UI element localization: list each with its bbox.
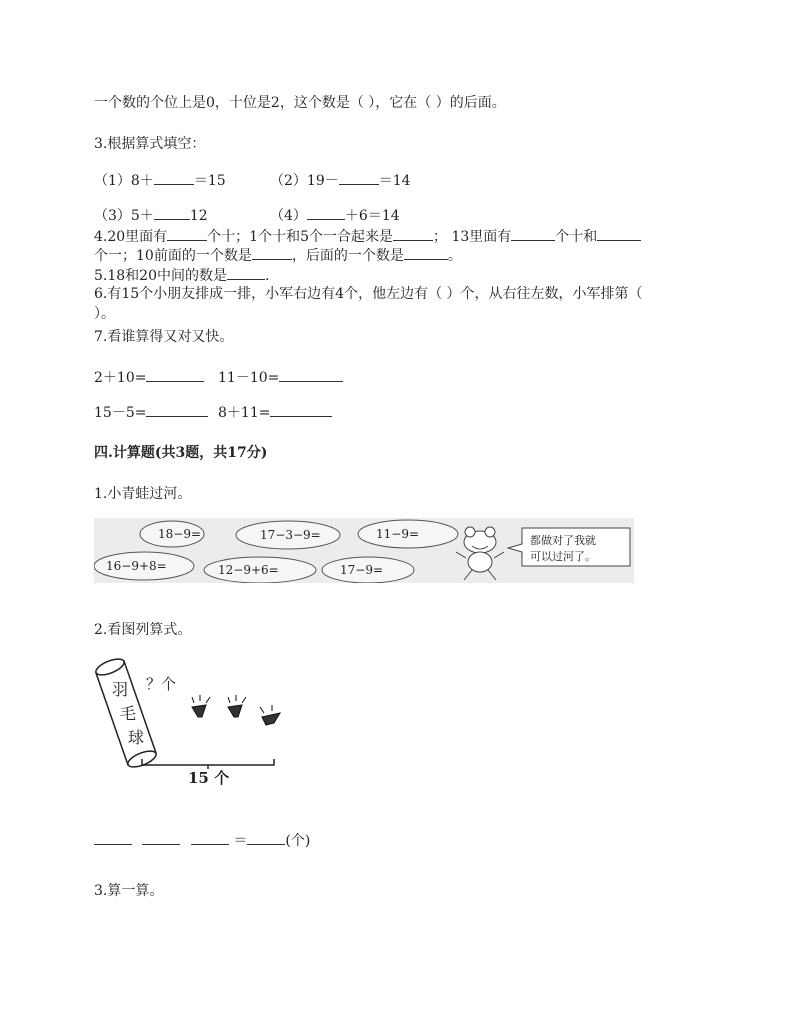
q7-eq1: 2＋10= — [94, 370, 147, 386]
q4-blank-6[interactable] — [404, 245, 448, 260]
frog-river-strip — [94, 518, 634, 583]
intro-question: 一个数的个位上是0，十位是2，这个数是（ ），它在（ ）的后面。 — [94, 95, 506, 111]
q7-blank3[interactable] — [146, 402, 208, 417]
q3-3-prefix: （3）5＋ — [94, 208, 154, 224]
q7-eq3: 15－5= — [94, 405, 147, 421]
frog-river-illustration — [94, 518, 634, 583]
shuttlecock-tube-illustration — [94, 655, 314, 790]
formula-equals: ＝ — [233, 833, 248, 849]
bubble-5-text: 12−9+6= — [218, 563, 279, 577]
shuttlecock-icons — [192, 695, 280, 725]
q4-blank-4[interactable] — [597, 226, 641, 241]
q4-text-a: 4.20里面有 — [94, 229, 168, 245]
bubble-4-text: 16−9+8= — [106, 559, 167, 573]
q4-text-g: 。 — [447, 248, 462, 264]
section4-title: 四.计算题(共3题，共17分) — [94, 445, 268, 461]
q3-3-suffix: 12 — [189, 208, 208, 224]
q4-line1 — [94, 226, 641, 246]
formula-blank-answer[interactable] — [247, 830, 285, 845]
tube-char-2: 毛 — [120, 704, 137, 723]
s4-q1-title: 1.小青蛙过河。 — [94, 486, 192, 502]
q3-title: 3.根据算式填空： — [94, 136, 206, 152]
s4-q2-formula — [94, 830, 310, 850]
q3-row2b — [270, 205, 400, 225]
bubble-1-text: 18−9= — [158, 527, 202, 541]
q7-blank4[interactable] — [270, 402, 332, 417]
q3-4-blank[interactable] — [307, 205, 345, 220]
q4-blank-2[interactable] — [393, 226, 433, 241]
q7-row1b — [218, 367, 343, 387]
q4-text-e: 个一；10前面的一个数是 — [94, 248, 252, 264]
q4-text-d: 个十和 — [555, 229, 598, 245]
q3-2-prefix: （2）19－ — [270, 173, 339, 189]
q3-row1b — [270, 170, 411, 190]
q3-2-blank[interactable] — [339, 170, 379, 185]
q3-4-suffix: ＋6＝14 — [344, 208, 400, 224]
q3-row2 — [94, 205, 208, 225]
q5-line — [94, 265, 269, 285]
q4-blank-1[interactable] — [167, 226, 207, 241]
formula-blank-1[interactable] — [94, 830, 132, 845]
q3-3-blank[interactable] — [154, 205, 190, 220]
s4-q2-title: 2.看图列算式。 — [94, 622, 192, 638]
q7-row1 — [94, 367, 204, 387]
formula-unit: (个) — [285, 833, 311, 849]
q7-eq2: 11－10= — [218, 370, 280, 386]
total-count-label: 15 个 — [188, 769, 230, 787]
tube-char-3: 球 — [128, 728, 145, 747]
q7-row2b — [218, 402, 332, 422]
bubble-6-text: 17−9= — [340, 563, 384, 577]
q4-text-b: 个十；1个十和5个一合起来是 — [207, 229, 393, 245]
q6-line1: 6.有15个小朋友排成一排，小军右边有4个，他左边有（ ）个，从右往左数，小军排第（ — [94, 286, 643, 302]
q3-2-suffix: ＝14 — [378, 173, 411, 189]
bubble-3-text: 11−9= — [376, 527, 420, 541]
q7-blank2[interactable] — [279, 367, 343, 382]
q7-blank1[interactable] — [146, 367, 204, 382]
frog-speech-line2: 可以过河了。 — [530, 550, 596, 563]
q4-blank-5[interactable] — [252, 245, 292, 260]
q3-4-prefix: （4） — [270, 208, 307, 224]
q5-period: . — [265, 268, 270, 284]
q7-title: 7.看谁算得又对又快。 — [94, 329, 234, 345]
unknown-count-label: ？个 — [146, 675, 177, 693]
shuttlecock-figure — [94, 655, 314, 790]
q5-text: 5.18和20中间的数是 — [94, 268, 227, 284]
q3-1-suffix: ＝15 — [193, 173, 226, 189]
q3-1-prefix: （1）8＋ — [94, 173, 154, 189]
tube-char-1: 羽 — [112, 680, 129, 699]
frog-speech-line1: 都做对了我就 — [530, 534, 596, 547]
q3-1-blank[interactable] — [154, 170, 194, 185]
q6-line2: ）。 — [94, 306, 115, 322]
bubble-2-text: 17−3−9= — [260, 528, 321, 542]
q7-eq4: 8＋11= — [218, 405, 271, 421]
formula-blank-3[interactable] — [191, 830, 229, 845]
q3-row1 — [94, 170, 226, 190]
q4-line2 — [94, 245, 462, 265]
q4-blank-3[interactable] — [511, 226, 555, 241]
q7-row2 — [94, 402, 208, 422]
q5-blank[interactable] — [227, 265, 265, 280]
q4-text-c: ； 13里面有 — [433, 229, 512, 245]
q4-text-f: ，后面的一个数是 — [291, 248, 404, 264]
formula-blank-2[interactable] — [142, 830, 180, 845]
s4-q3-title: 3.算一算。 — [94, 883, 164, 899]
